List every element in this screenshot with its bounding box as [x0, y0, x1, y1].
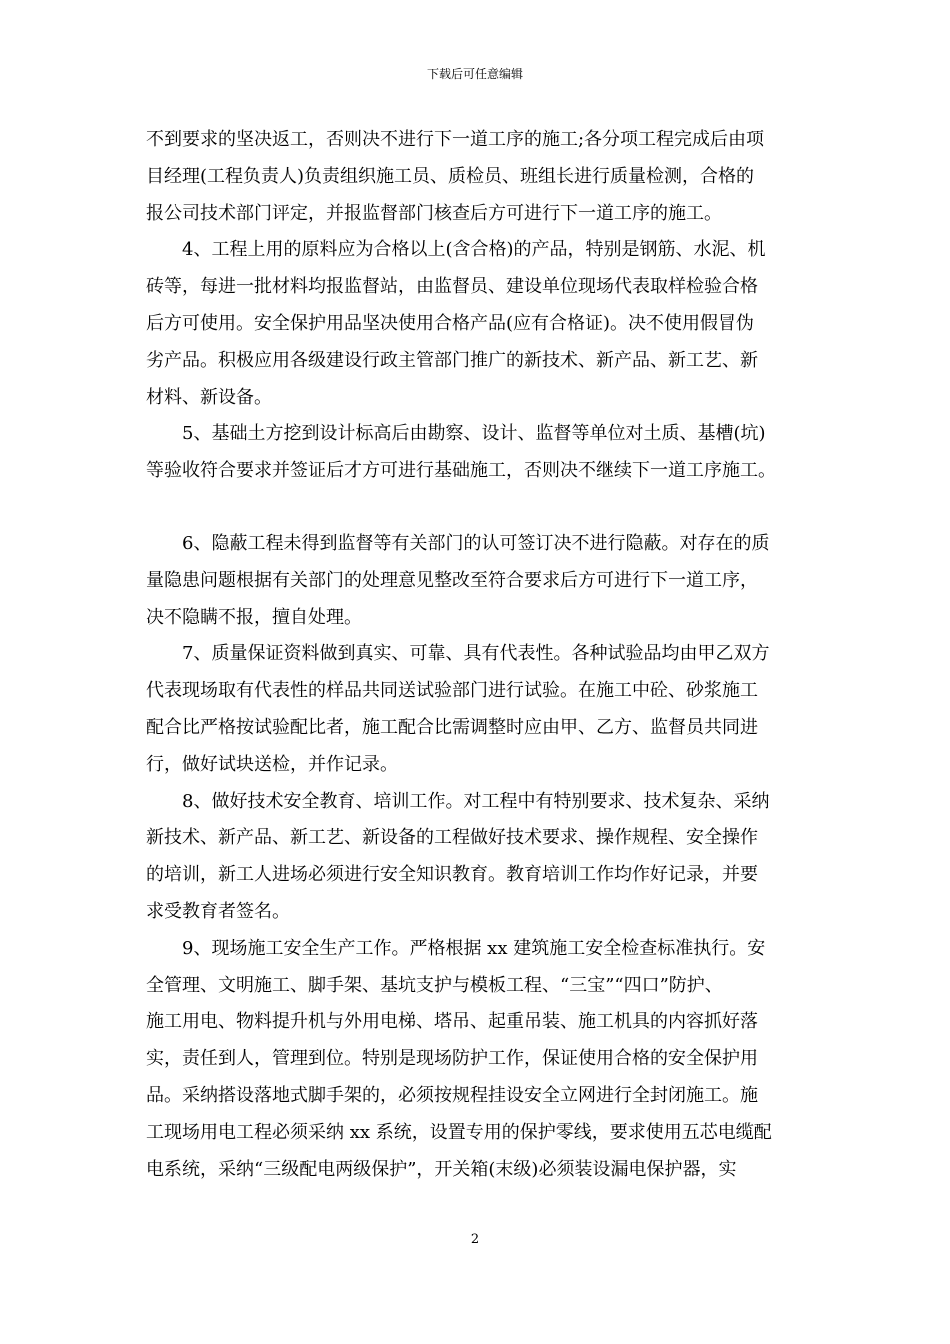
text-line: 实，责任到人，管理到位。特别是现场防护工作，保证使用合格的安全保护用: [146, 1048, 758, 1070]
text-line: 代表现场取有代表性的样品共同送试验部门进行试验。在施工中砼、砂浆施工: [146, 680, 758, 702]
text-line: 5、基础土方挖到设计标高后由勘察、设计、监督等单位对土质、基槽(坑): [182, 423, 766, 445]
text-line: 新技术、新产品、新工艺、新设备的工程做好技术要求、操作规程、安全操作: [146, 827, 758, 849]
paragraph-item-5: [146, 416, 810, 490]
paragraph-item-6: [146, 526, 810, 636]
paragraph-spacer: [146, 490, 810, 526]
text-line: 施工用电、物料提升机与外用电梯、塔吊、起重吊装、施工机具的内容抓好落: [146, 1011, 758, 1033]
paragraph-item-4: [146, 232, 810, 416]
text-line: 劣产品。积极应用各级建设行政主管部门推广的新技术、新产品、新工艺、新: [146, 349, 758, 371]
page-header: 下载后可任意编辑: [426, 67, 523, 81]
text-line: 砖等，每进一批材料均报监督站，由监督员、建设单位现场代表取样检验合格: [146, 276, 758, 298]
text-line: 工现场用电工程必须采纳 xx 系统，设置专用的保护零线，要求使用五芯电缆配: [146, 1121, 772, 1143]
text-line: 4、工程上用的原料应为合格以上(含合格)的产品，特别是钢筋、水泥、机: [182, 239, 766, 261]
text-line: 电系统，采纳“三级配电两级保护”，开关箱(末级)必须装设漏电保护器，实: [146, 1158, 737, 1180]
text-line: 目经理(工程负责人)负责组织施工员、质检员、班组长进行质量检测，合格的: [146, 165, 755, 187]
paragraph-item-9: [146, 931, 810, 1189]
text-line: 材料、新设备。: [146, 386, 272, 408]
text-line: 后方可使用。安全保护用品坚决使用合格产品(应有合格证)。决不使用假冒伪: [146, 312, 755, 334]
text-line: 行，做好试块送检，并作记录。: [146, 753, 398, 775]
text-line: 量隐患问题根据有关部门的处理意见整改至符合要求后方可进行下一道工序，: [146, 569, 758, 591]
text-line: 配合比严格按试验配比者，施工配合比需调整时应由甲、乙方、监督员共同进: [146, 716, 758, 738]
paragraph-item-8: [146, 784, 810, 931]
text-line: 的培训，新工人进场必须进行安全知识教育。教育培训工作均作好记录，并要: [146, 864, 758, 886]
document-body: [146, 122, 810, 1188]
paragraph-item-7: [146, 636, 810, 783]
page-number: 2: [470, 1232, 480, 1247]
text-line: 9、现场施工安全生产工作。严格根据 xx 建筑施工安全检查标准执行。安: [182, 937, 766, 959]
paragraph: [146, 122, 810, 232]
text-line: 品。采纳搭设落地式脚手架的，必须按规程挂设安全立网进行全封闭施工。施: [146, 1084, 758, 1106]
text-line: 8、做好技术安全教育、培训工作。对工程中有特别要求、技术复杂、采纳: [182, 790, 770, 812]
text-line: 7、质量保证资料做到真实、可靠、具有代表性。各种试验品均由甲乙双方: [182, 643, 770, 665]
text-line: 报公司技术部门评定，并报监督部门核查后方可进行下一道工序的施工。: [146, 202, 722, 224]
text-line: 6、隐蔽工程未得到监督等有关部门的认可签订决不进行隐蔽。对存在的质: [182, 532, 770, 554]
text-line: 等验收符合要求并签证后才方可进行基础施工，否则决不继续下一道工序施工。: [146, 460, 776, 482]
text-line: 求受教育者签名。: [146, 900, 290, 922]
text-line: 全管理、文明施工、脚手架、基坑支护与模板工程、“三宝”“四口”防护、: [146, 974, 723, 996]
text-line: 决不隐瞒不报，擅自处理。: [146, 606, 362, 628]
text-line: 不到要求的坚决返工，否则决不进行下一道工序的施工;各分项工程完成后由项: [146, 129, 765, 150]
